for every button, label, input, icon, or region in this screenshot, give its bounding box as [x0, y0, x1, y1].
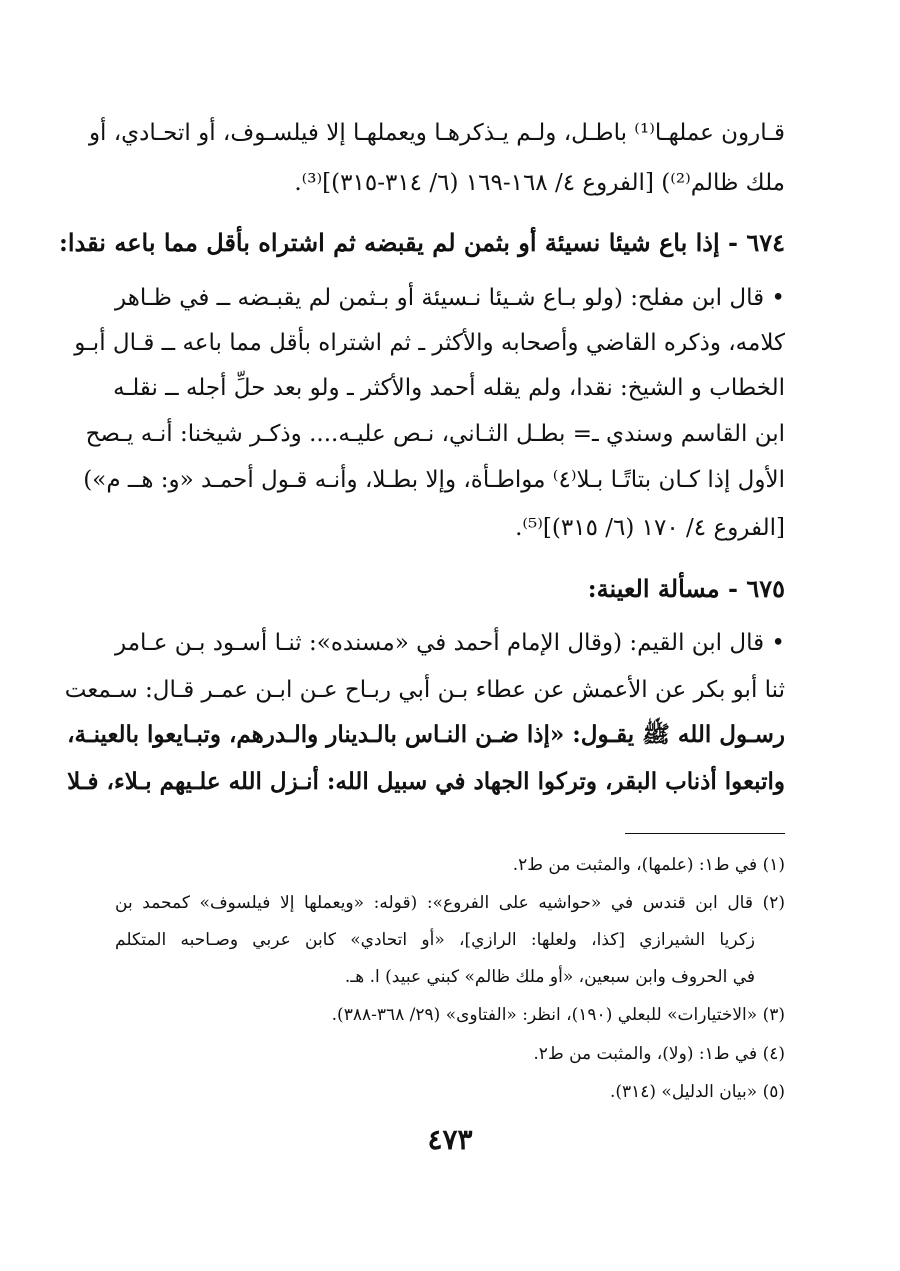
para1-line1: قـارون عملهـا⁽¹⁾ باطـل، ولـم يـذكرهـا ويعملهـا إلا فيلسـوف، أو اتحـادي، أو — [88, 120, 785, 146]
footnote-4: (٤) في ط١: (ولا)، والمثبت من ط٢. — [533, 1044, 785, 1064]
para3-line2: ثنا أبو بكر عن الأعمش عن عطاء بـن أبي ربـاح عـن ابـن عمـر قـال: سـمعت — [64, 677, 785, 703]
footnote-3: (٣) «الاختيارات» للبعلي (١٩٠)، انظر: «الفتاوى» (٢٩/ ٣٦٨-٣٨٨). — [331, 1005, 785, 1025]
page-number: ٤٧٣ — [427, 1123, 473, 1156]
section-heading-675: ٦٧٥ - مسألة العينة: — [587, 574, 785, 603]
footnote-2-line3: في الحروف وابن سبعين، «أو ملك ظالم» كبني عبيد) ا. هـ. — [344, 967, 755, 987]
footnote-divider — [625, 833, 785, 834]
para2-line4: ابن القاسم وسندي ـ= بطـل الثـاني، نـص عليـه.... وذكـر شيخنا: أنـه يـصح — [85, 421, 785, 447]
footnote-1: (١) في ط١: (علمها)، والمثبت من ط٢. — [512, 855, 785, 875]
para3-line1: • قال ابن القيم: (وقال الإمام أحمد في «مسنده»: ثنـا أسـود بـن عـامر — [115, 630, 785, 656]
para1-line2: ملك ظالم⁽²⁾) [الفروع ٤/ ١٦٨-١٦٩ (٦/ ٣١٤-٣١٥)]⁽³⁾. — [294, 170, 785, 196]
para2-line2: كلامه، وذكره القاضي وأصحابه والأكثر ـ ثم اشتراه بأقل مما باعه ــ قـال أبـو — [74, 330, 785, 356]
section-heading-674: ٦٧٤ - إذا باع شيئا نسيئة أو بثمن لم يقبضه ثم اشتراه بأقل مما باعه نقدا: — [59, 228, 785, 257]
para2-line3: الخطاب و الشيخ: نقدا، ولم يقله أحمد والأكثر ـ ولو بعد حلِّ أجله ــ نقلـه — [113, 375, 785, 401]
para2-line6: [الفروع ٤/ ١٧٠ (٦/ ٣١٥)]⁽⁵⁾. — [515, 515, 785, 541]
footnote-5: (٥) «بيان الدليل» (٣١٤). — [609, 1082, 785, 1102]
para2-line5: الأول إذا كـان بتاتًـا بـلا⁽٤⁾ مواطـأة، وإلا بطـلا، وأنـه قـول أحمـد «و: هــ م») — [83, 467, 785, 493]
para3-line4: واتبعوا أذناب البقر، وتركوا الجهاد في سبيل الله: أنـزل الله علـيهم بـلاء، فـلا — [67, 768, 785, 795]
book-page — [59, 0, 785, 1271]
para3-line3: رسـول الله ﷺ يقـول: «إذا ضـن النـاس بالـدينار والـدرهم، وتبـايعوا بالعينـة، — [67, 721, 785, 748]
footnote-2-line1: (٢) قال ابن قندس في «حواشيه على الفروع»: (قوله: «ويعملها إلا فيلسوف» كمحمد بن — [115, 893, 785, 913]
para2-line1: • قال ابن مفلح: (ولو بـاع شـيئا نـسيئة أو بـثمن لم يقبـضه ــ في ظـاهر — [115, 285, 785, 311]
footnote-2-line2: زكريا الشيرازي [كذا، ولعلها: الرازي]، «أو اتحادي» كابن عربي وصـاحبه المتكلم — [115, 930, 755, 950]
